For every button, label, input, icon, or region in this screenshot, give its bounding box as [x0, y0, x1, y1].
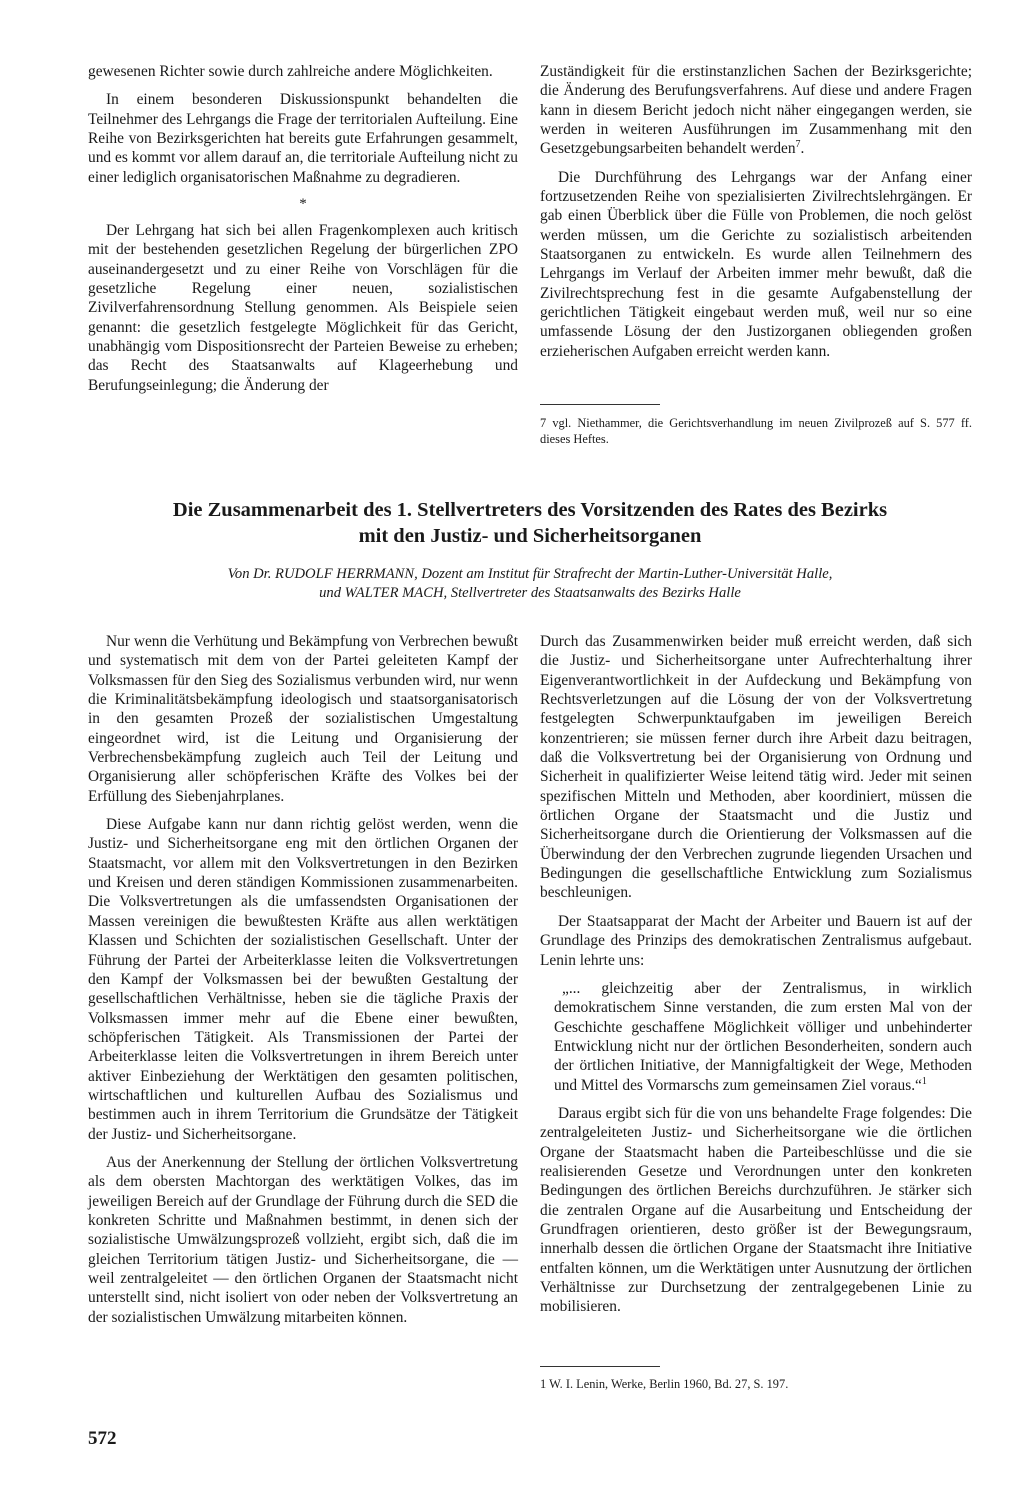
paragraph: Aus der Anerkennung der Stellung der örtlichen Volksvertretung als dem obersten Machtorgan des werktätigen Volkes, das im jeweiligen Bereich auf der Grundlage der Führung durch die SED die konkreten Schritte und Maßnahmen bestimmt, in denen sich der sozialistische Umwälzungsprozeß vollzieht, ergibt sich, daß die im gleichen Territorium tätigen Justiz- und Sicherheitsorgane, die — weil zentralgeleitet — den örtlichen Organen der Staatsmacht nicht unterstellt sind, nicht isoliert von oder neben der Volksvertretung an der sozialistischen Umwälzung mitarbeiten können. — [88, 1153, 518, 1326]
article-title — [80, 497, 980, 549]
paragraph-end: . — [800, 140, 805, 158]
paragraph-text: Zuständigkeit für die erstinstanzlichen Sachen der Bezirksgerichte; die Änderung des Berufungsverfahrens. Auf diese und andere Fragen kann in diesem Bericht jedoch nicht näher eingegangen werden, sie werden in weiteren Ausführungen im Zusammenhang mit den Gesetzgebungsarbeiten behandelt werden — [540, 63, 972, 158]
article-authors — [80, 565, 980, 603]
article-left-column — [88, 632, 518, 1336]
footnote-rule — [540, 1366, 660, 1367]
top-left-column — [88, 62, 518, 404]
authors-line: und WALTER MACH, Stellvertreter des Staatsanwalts des Bezirks Halle — [319, 585, 741, 601]
title-line: mit den Justiz- und Sicherheitsorganen — [358, 525, 702, 547]
top-right-column — [540, 62, 972, 370]
section-separator: * — [299, 196, 307, 213]
title-line: Die Zusammenarbeit des 1. Stellvertreters des Vorsitzenden des Rates des Bezirks — [172, 499, 888, 521]
paragraph: Die Durchführung des Lehrgangs war der Anfang einer fortzusetzenden Reihe von spezialisierten Zivilrechtslehrgängen. Er gab einen Überblick über die Fülle von Problemen, die noch gelöst werden müssen, um die Gerichte zu sozialistisch arbeitenden Staatsorganen zu entwickeln. Es wurde allen Teilnehmern des Lehrgangs im Verlauf der Arbeiten immer mehr bewußt, daß die Zivilrechtsprechung fest in die gesamte Aufgabenstellung der gerichtlichen Tätigkeit eingebaut werden muß, weil nur so eine umfassende Lösung der den Justizorganen obliegenden großen erzieherischen Aufgaben erreicht werden kann. — [540, 168, 972, 360]
paragraph: Daraus ergibt sich für die von uns behandelte Frage folgendes: Die zentralgeleiteten Justiz- und Sicherheitsorgane wie die örtlichen Organe der Staatsmacht haben die Parteibeschlüsse und die sie realisierenden Gesetze und Verordnungen unter den konkreten Bedingungen des örtlichen Bereichs durchzuführen. Je stärker sich die zentralen Organe auf die Ausarbeitung und Entscheidung der Grundfragen orientieren, desto größer ist der Bewegungsraum, innerhalb dessen die örtlichen Organe der Staatsmacht ihre Initiative entfalten können, um die Werktätigen unter Ausnutzung der örtlichen Verhältnisse zur Durchsetzung der zentralgegebenen Linie zu mobilisieren. — [540, 1104, 972, 1316]
paragraph: Der Staatsapparat der Macht der Arbeiter und Bauern ist auf der Grundlage des Prinzips des demokratischen Zentralismus aufgebaut. Lenin lehrte uns: — [540, 912, 972, 969]
authors-line: Von Dr. RUDOLF HERRMANN, Dozent am Institut für Strafrecht der Martin-Luther-Universität Halle, — [227, 566, 833, 582]
footnote: 7 vgl. Niethammer, die Gerichtsverhandlung im neuen Zivilprozeß auf S. 577 ff. dieses Heftes. — [540, 416, 972, 446]
footnote-marker: 7 — [795, 139, 801, 151]
paragraph: In einem besonderen Diskussionspunkt behandelten die Teilnehmer des Lehrgangs die Frage der territorialen Aufteilung. Eine Reihe von Bezirksgerichten hat bereits gute Erfahrungen gesammelt, und es kommt vor allem darauf an, die territoriale Aufteilung nicht zu einer lediglich organisatorischen Maßnahme zu degradieren. — [88, 91, 518, 186]
paragraph: gewesenen Richter sowie durch zahlreiche andere Möglichkeiten. — [88, 63, 493, 80]
article-right-column — [540, 632, 972, 1326]
footnote: 1 W. I. Lenin, Werke, Berlin 1960, Bd. 27, S. 197. — [540, 1377, 789, 1391]
paragraph: Durch das Zusammenwirken beider muß erreicht werden, daß sich die Justiz- und Sicherheitsorgane unter Aufrechterhaltung ihrer Eigenverantwortlichkeit in der Aufdeckung und Bekämpfung von Rechtsverletzungen auf die Lösung der von der Volksvertretung festgelegten Schwerpunktaufgaben im jeweiligen Bereich konzentrieren; sie müssen ferner durch ihre Arbeit dazu beitragen, daß die Volksvertretung bei der Organisierung von Ordnung und Sicherheit in qualifizierter Weise leitend tätig wird. Jeder mit seinen spezifischen Mitteln und Methoden, aber koordiniert, müssen die örtlichen Organe der Staatsmacht und die Justiz und Sicherheitsorgane durch die Orientierung der Volksmassen auf die Überwindung der den Verbrechen zugrunde liegenden Ursachen und Bedingungen die gesellschaftliche Entwicklung zum Sozialismus beschleunigen. — [540, 633, 972, 902]
paragraph: Diese Aufgabe kann nur dann richtig gelöst werden, wenn die Justiz- und Sicherheitsorgane eng mit den örtlichen Organen der Staatsmacht, vor allem mit den Volksvertretungen in den Bezirken und Kreisen und deren ständigen Kommissionen zusammenarbeiten. Die Volksvertretungen als die umfassendsten Organisationen der Massen vereinigen die bewußtesten Kräfte aus allen werktätigen Klassen und Schichten der sozialistischen Gesellschaft. Unter der Führung der Partei der Arbeiterklasse leiten die Volksvertretungen den Kampf der Volksmassen bei der bewußten Gestaltung der gesellschaftlichen Verhältnisse, heben sie die tägliche Praxis der Volksmassen immer mehr auf die Ebene einer bewußten, schöpferischen Tätigkeit. Als Transmissionen der Partei der Arbeiterklasse leiten die Volksvertretungen in ihrem Bereich unter aktiver Einbeziehung der Werktätigen den gesamten politischen, wirtschaftlichen und kulturellen Aufbau des Sozialismus und bestimmen auch in ihrem Territorium die Grundsätze der Tätigkeit der Justiz- und Sicherheitsorgane. — [88, 816, 518, 1143]
quote-text: „... gleichzeitig aber der Zentralismus, in wirklich demokratischem Sinne verstanden, die zum ersten Mal von der Geschichte geschaffene Möglichkeit völliger und unbehinderter Entwicklung nicht nur der örtlichen Besonderheiten, sondern auch der örtlichen Initiative, der Mannigfaltigkeit der Wege, Methoden und Mittel des Vormarschs zum gemeinsamen Ziel voraus.“ — [554, 979, 972, 1094]
footnote-rule — [540, 404, 660, 405]
footnote-marker: 1 — [921, 1075, 927, 1087]
paragraph: Der Lehrgang hat sich bei allen Fragenkomplexen auch kritisch mit der bestehenden gesetzlichen Regelung der bürgerlichen ZPO auseinandergesetzt und zu einer Reihe von Vorschlägen für die gesetzliche Regelung einer neuen, sozialistischen Zivilverfahrensordnung Stellung genommen. Als Beispiele seien genannt: die gesetzlich festgelegte Möglichkeit für das Gericht, unabhängig vom Dispositionsrecht der Parteien Beweise zu erheben; das Recht des Staatsanwalts auf Klageerhebung und Berufungseinlegung; die Änderung der — [88, 222, 518, 394]
block-quote — [554, 979, 972, 1095]
page-number: 572 — [88, 1428, 117, 1449]
paragraph — [540, 62, 972, 159]
paragraph: Nur wenn die Verhütung und Bekämpfung von Verbrechen bewußt und systematisch mit dem von der Partei geleiteten Kampf der Volksmassen für den Sieg des Sozialismus verbunden wird, nur wenn die Kriminalitätsbekämpfung ideologisch und staatsorganisatorisch in den gesamten Prozeß der sozialistischen Umgestaltung eingeordnet wird, ist die Leitung und Organisierung der Verbrechensbekämpfung zugleich auch Teil der Leitung und Organisierung aller schöpferischen Kräfte des Volkes bei der Erfüllung des Siebenjahrplanes. — [88, 633, 518, 805]
